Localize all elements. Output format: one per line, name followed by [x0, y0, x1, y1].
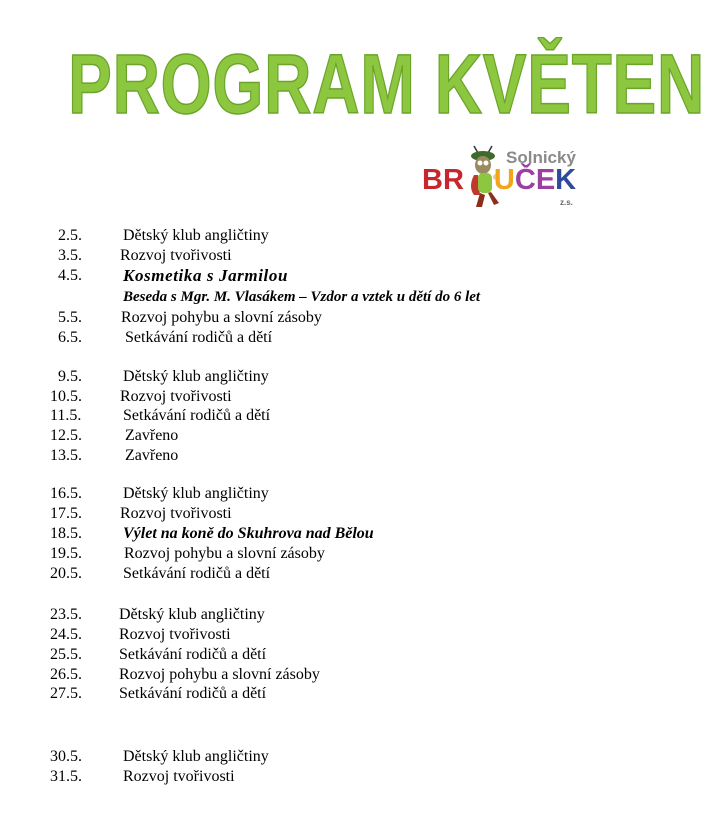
schedule-date: 30.5.: [50, 748, 82, 765]
schedule-date: 3.5.: [58, 247, 82, 264]
logo-letter: U: [493, 164, 515, 196]
schedule-activity: Zavřeno: [125, 427, 179, 444]
schedule-date: 11.5.: [50, 407, 82, 424]
schedule-date: 17.5.: [50, 505, 82, 522]
schedule-activity: Dětský klub angličtiny: [119, 606, 265, 623]
schedule-activity: Kosmetika s Jarmilou: [123, 266, 289, 285]
logo-letter: K: [555, 164, 577, 196]
schedule-activity: Dětský klub angličtiny: [123, 748, 269, 765]
schedule-activity: Rozvoj tvořivosti: [123, 768, 235, 785]
schedule-date: 27.5.: [50, 685, 82, 702]
schedule-date: 25.5.: [50, 646, 82, 663]
schedule-date: 10.5.: [50, 388, 82, 405]
logo-text-broucek: [422, 164, 576, 197]
logo-letter: B: [422, 164, 443, 196]
logo-letter: R: [442, 164, 464, 196]
schedule-date: 13.5.: [50, 447, 82, 464]
schedule-date: 9.5.: [58, 368, 82, 385]
logo-letter: E: [535, 164, 556, 196]
schedule-activity: Setkávání rodičů a dětí: [123, 407, 271, 424]
logo-solnicky-brouček: [420, 145, 590, 215]
schedule-date: 23.5.: [50, 606, 82, 623]
schedule-activity: Rozvoj pohybu a slovní zásoby: [124, 545, 325, 562]
schedule-date: 31.5.: [50, 768, 82, 785]
schedule-activity: Rozvoj pohybu a slovní zásoby: [119, 666, 320, 683]
schedule-activity: Rozvoj pohybu a slovní zásoby: [121, 309, 322, 326]
schedule-date: 12.5.: [50, 427, 82, 444]
schedule-date: 4.5.: [58, 267, 82, 284]
schedule-activity: Setkávání rodičů a dětí: [119, 685, 267, 702]
schedule-date: 2.5.: [58, 227, 82, 244]
schedule-date: 20.5.: [50, 565, 82, 582]
schedule-activity: Výlet na koně do Skuhrova nad Bělou: [123, 525, 374, 542]
schedule-activity: Setkávání rodičů a dětí: [119, 646, 267, 663]
schedule-activity: Setkávání rodičů a dětí: [125, 329, 273, 346]
logo-text-solnicky: Solnický: [506, 148, 576, 167]
schedule-date: 26.5.: [50, 666, 82, 683]
schedule-activity: Rozvoj tvořivosti: [120, 388, 232, 405]
schedule-activity: Rozvoj tvořivosti: [120, 247, 232, 264]
schedule-activity: Rozvoj tvořivosti: [120, 505, 232, 522]
schedule-date: 6.5.: [58, 329, 82, 346]
logo-text-zs: z.s.: [560, 198, 573, 207]
schedule-date: 18.5.: [50, 525, 82, 542]
page-title: PROGRAM KVĚTEN: [68, 37, 705, 131]
schedule-date: 5.5.: [58, 309, 82, 326]
schedule-date: 24.5.: [50, 626, 82, 643]
schedule-activity: Zavřeno: [125, 447, 179, 464]
logo-letter: Č: [514, 164, 536, 196]
schedule-activity: Dětský klub angličtiny: [123, 485, 269, 502]
schedule-activity: Dětský klub angličtiny: [123, 368, 269, 385]
schedule-activity: Setkávání rodičů a dětí: [123, 565, 271, 582]
schedule-activity: Rozvoj tvořivosti: [119, 626, 231, 643]
schedule-date: 19.5.: [50, 545, 82, 562]
schedule-activity: Beseda s Mgr. M. Vlasákem – Vzdor a vztek u dětí do 6 let: [123, 289, 481, 305]
schedule-date: 16.5.: [50, 485, 82, 502]
schedule-activity: Dětský klub angličtiny: [123, 227, 269, 244]
